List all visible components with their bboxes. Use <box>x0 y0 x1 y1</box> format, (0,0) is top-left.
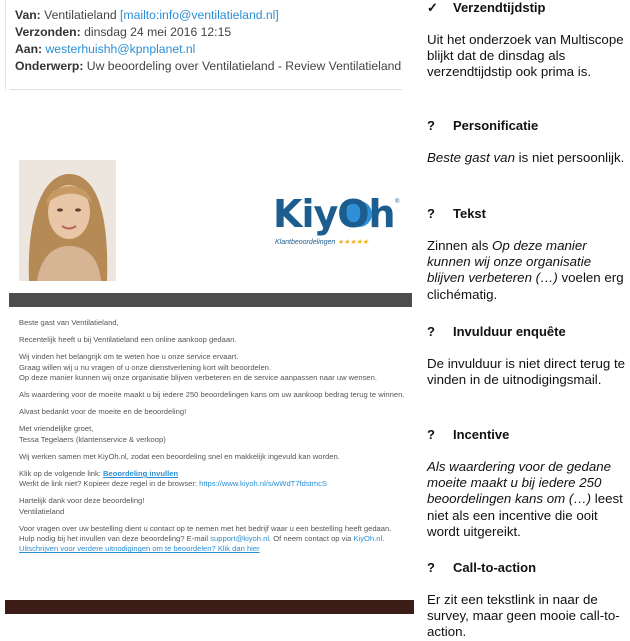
section-title: Verzendtijdstip <box>453 0 546 15</box>
section-comment: voelen erg clichématig. <box>427 270 624 302</box>
sent-label: Verzonden: <box>15 25 81 39</box>
section-heading <box>427 427 627 447</box>
email-p2-line3: Op deze manier kunnen wij onze organisatie blijven verbeteren en de service aanpassen naar uw wensen. <box>19 372 377 382</box>
section-quote: Als waardering voor de gedane moeite maakt u bij iedere 250 beoordelingen kans om (…) <box>427 459 612 507</box>
review-link[interactable]: Beoordeling invullen <box>103 469 179 479</box>
logo-registered: ® <box>395 199 400 205</box>
subject-value: Uw beoordeling over Ventilatieland - Review Ventilatieland <box>86 59 402 73</box>
email-greeting: Beste gast van Ventilatieland, <box>19 318 119 327</box>
sent-row <box>15 25 231 39</box>
email-signature <box>19 424 409 444</box>
email-signer: Tessa Tegelaers (klantenservice & verkoop) <box>19 434 166 444</box>
email-paragraph-1: Recentelijk heeft u bij Ventilatieland een online aankoop gedaan. <box>19 335 237 345</box>
section-title: Invulduur enquête <box>453 324 566 339</box>
email-help-text: Voor vragen over uw bestelling dient u contact op te nemen met het bedrijf waar u een bestelling heeft gedaan. Hulp nodig bij het invullen van deze beoordeling? E-mail <box>19 523 392 544</box>
section-body <box>427 150 627 166</box>
email-paragraph-8 <box>19 496 409 516</box>
section-heading <box>427 560 627 580</box>
section-comment: is niet persoonlijk. <box>514 150 625 165</box>
section-title: Tekst <box>453 206 486 221</box>
section-heading <box>427 206 627 226</box>
from-row <box>15 8 279 22</box>
section-title: Personificatie <box>453 118 539 133</box>
logo-tagline <box>275 238 369 246</box>
email-help-mid: . Of neem contact op via <box>269 534 354 544</box>
kiyoh-logo <box>273 192 408 251</box>
to-row <box>15 42 195 56</box>
logo-stars-icon: ★★★★★ <box>337 239 369 246</box>
question-icon: ? <box>427 206 435 221</box>
email-paragraph-6: Wij werken samen met KiyOh.nl, zodat een beoordeling snel en makkelijk ingevuld kan worden. <box>19 451 340 461</box>
email-p2-line1: Wij vinden het belangrijk om te weten hoe u onze service ervaart. <box>19 352 239 362</box>
email-body <box>5 150 414 616</box>
section-prefix: Zinnen als <box>427 238 493 253</box>
email-link-prefix: Klik op de volgende link: <box>19 469 104 479</box>
section-body <box>427 238 627 303</box>
question-icon: ? <box>427 118 435 133</box>
header-divider <box>10 89 402 90</box>
kiyoh-site-link[interactable]: KiyOh.nl <box>353 534 383 544</box>
section-body <box>427 459 627 540</box>
unsubscribe-link[interactable]: Uitschrijven voor verdere uitnodigingen om te beoordelen? Klik dan hier <box>19 544 260 554</box>
section-tekst <box>427 206 627 303</box>
email-closing: Met vriendelijke groet, <box>19 424 94 434</box>
from-value: Ventilatieland <box>44 8 117 22</box>
email-help-end: . <box>382 534 385 544</box>
email-paragraph-2 <box>19 352 409 383</box>
check-icon: ✓ <box>427 0 438 15</box>
email-top-bar <box>9 293 412 307</box>
to-value[interactable]: westerhuishh@kpnplanet.nl <box>45 42 196 56</box>
email-paragraph-9 <box>19 524 409 555</box>
logo-tagline-text: Klantbeoordelingen <box>275 239 336 246</box>
email-p2-line2: Graag willen wij u nu vragen of u onze dienstverlening kort wilt beoordelen. <box>19 362 272 372</box>
to-label: Aan: <box>15 42 43 56</box>
logo-wordmark: KiyOh <box>273 192 395 236</box>
section-comment: leest niet als een incentive die ooit wordt uitgereikt. <box>427 491 623 539</box>
email-paragraph-7 <box>19 469 409 489</box>
section-call-to-action <box>427 560 627 641</box>
section-heading <box>427 0 627 20</box>
email-text <box>19 318 409 561</box>
question-icon: ? <box>427 427 435 442</box>
from-mailto-link[interactable]: [mailto:info@ventilatieland.nl] <box>120 8 279 22</box>
section-body: De invulduur is niet direct terug te vinden in de uitnodigingsmail. <box>427 356 626 388</box>
from-label: Van: <box>15 8 41 22</box>
section-title: Call-to-action <box>453 560 537 575</box>
section-incentive <box>427 427 627 540</box>
section-verzendtijdstip <box>427 0 627 81</box>
section-personificatie <box>427 118 627 166</box>
question-icon: ? <box>427 324 435 339</box>
section-quote: Beste gast van <box>427 150 515 165</box>
section-body: Uit het onderzoek van Multiscope blijkt dat de dinsdag als verzendtijdstip ook prima is. <box>427 32 624 80</box>
section-body: Er zit een tekstlink in naar de survey, maar geen mooie call-to-action. <box>427 592 620 640</box>
email-paragraph-4: Alvast bedankt voor de moeite en de beoordeling! <box>19 407 187 417</box>
email-thanks: Hartelijk dank voor deze beoordeling! <box>19 496 145 506</box>
section-heading <box>427 324 627 344</box>
question-icon: ? <box>427 560 435 575</box>
subject-label: Onderwerp: <box>15 59 84 73</box>
support-email-link[interactable]: support@kiyoh.nl <box>210 534 270 544</box>
section-invulduur <box>427 324 627 388</box>
email-paragraph-3: Als waardering voor de moeite maakt u bij iedere 250 beoordelingen kans om uw aankoop bedrag terug te winnen. <box>19 390 405 400</box>
email-company: Ventilatieland <box>19 506 65 516</box>
email-link-fallback: Werkt de link niet? Kopieer deze regel in de browser: <box>19 479 200 489</box>
sent-value: dinsdag 24 mei 2016 12:15 <box>84 25 232 39</box>
section-title: Incentive <box>453 427 510 442</box>
sender-photo <box>19 160 116 281</box>
email-header <box>5 0 402 90</box>
section-heading <box>427 118 627 138</box>
review-url-link[interactable]: https://www.kiyoh.nl/s/wWdT7fdstmcS <box>199 479 327 489</box>
subject-row <box>15 59 401 73</box>
email-footer-bar <box>5 600 414 614</box>
section-quote: Op deze manier kunnen wij onze organisatie blijven verbeteren (…) <box>427 238 592 286</box>
